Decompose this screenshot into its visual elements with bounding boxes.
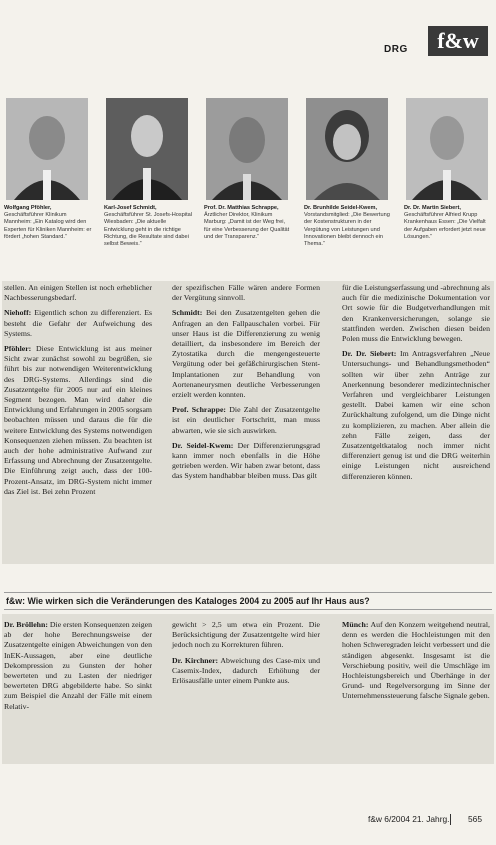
issue-label: f&w 6/2004 21. Jahrg. (368, 814, 450, 824)
answer-paragraph: Dr. Kirchner: Abweichung des Case-mix und Casemix-Index, dadurch Erhöhung der Erlösausfälle unter einem Punkte aus. (172, 655, 320, 686)
interview-answers-upper (2, 281, 494, 564)
portrait-photo-5 (406, 98, 488, 200)
answer-paragraph: Dr. Dr. Siebert: Im Antragsverfahren „Neue Untersuchungs- und Behandlungsmethoden“ sollten wir über zehn Anträge zur Anerkennung besonderer medizintechnischer Verfahren und vergleichbarer Leistungen gestellt. Dabei kamen wir eine schon Zurückhaltung zufolgend, um die Dinge nicht zu komplizieren, zu machen. Aber allein die zehn Fälle zeigen, dass der Zusatzentgeltkatalog noch immer nicht differenziert genug ist und die DRG weiterhin einige Leistungen nicht ausreichend differenzieren können. (342, 349, 491, 481)
caption-5: Dr. Dr. Martin Siebert, Geschäftsführer Alfried Krupp Krankenhaus Essen: „Die Vielfalt der Aufgaben erfordert jetzt neue Lösungen.“ (404, 205, 486, 240)
answer-column-2 (172, 620, 320, 691)
speaker-name: Prof. Schrappe: (172, 405, 227, 415)
answer-paragraph: gewicht > 2,5 um etwa ein Prozent. Die Berücksichtigung der Zusatzentgelte wird hier jedoch noch zu Korrekturen führen. (172, 620, 320, 650)
fw-logo: f&w (428, 26, 488, 56)
page-number: 565 (468, 814, 482, 824)
speaker-name: Dr. Kirchner: (172, 655, 219, 665)
portrait-photo-2 (106, 98, 188, 200)
answer-paragraph: Prof. Schrappe: Die Zahl der Zusatzentgelte ist ein deutlicher Fortschritt, man muss abwarten, wie sie sich auswirken. (172, 405, 321, 435)
answer-paragraph: stellen. An einigen Stellen ist noch erheblicher Nachbesserungsbedarf. (4, 283, 152, 303)
speaker-name: Dr. Bröllehn: (4, 620, 48, 629)
speaker-name: Schmidt: (172, 308, 203, 318)
footer-divider (450, 814, 451, 825)
page-header (0, 0, 496, 58)
portrait-captions (0, 205, 496, 265)
answer-column-3 (342, 620, 490, 707)
answer-paragraph: Pföhler: Diese Entwicklung ist aus meiner Sicht zwar zunächst sowohl zu begrüßen, sie führt bis zur notwendigen Weiterentwicklung des DRG-Systems. Allerdings sind die Zusatzentgelte für 2005 nur auf ein kleines Segment bezogen. Man wird daher die Entwicklung und Erfahrungen in 2005 sorgsam beobachten müssen und daraus die für die weitere Entwicklung des Systems notwendigen Konsequenzen ziehen müssen. Zu beachten ist auch der hohe administrative Aufwand zur Erfassung und Abrechnung der Zusatzentgelte. Die Einführung zeigt auch, dass der 100-Prozent-Ansatz, im DRG-System nicht immer das Ziel ist. Bei zehn Prozent (4, 344, 152, 496)
speaker-name: Münch: (342, 620, 369, 629)
caption-2: Karl-Josef Schmidt, Geschäftsführer St. Josefs-Hospital Wiesbaden: „Die aktuelle Entwicklung geht in die richtige Richtung, die Resultate sind dabei selbst Beweis.“ (104, 205, 192, 248)
page-footer (340, 814, 492, 828)
portrait-photo-3 (206, 98, 288, 200)
answer-column-2 (172, 283, 320, 487)
answer-paragraph: Münch: Auf den Konzern weitgehend neutral, denn es werden die Hochleistungen mit den hohen Schweregraden leicht verbessert und die ständigen abgesenkt. Insgesamt ist die Verschiebung positiv, weil die Umschläge im Hochleistungsbereich und Überhänge in der Grund- und Regelversorgung im Sinne der Unternehmenssteuerung falsche Signale geben. (342, 620, 490, 701)
answer-paragraph: Dr. Seidel-Kwem: Der Differenzierungsgrad kann immer noch ebenfalls in die Höhe getrieben werden. Wir haben zwar betont, dass das System handhabbar bleiben muss. Das gilt (172, 440, 321, 481)
caption-4: Dr. Brunhilde Seidel-Kwem, Vorstandsmitglied: „Die Bewertung der Kostenstrukturen in der Vergütung von Leistungen und Innovationen bleibt dennoch ein Thema.“ (304, 205, 390, 248)
answer-column-3 (342, 283, 490, 487)
portrait-photo-1 (6, 98, 88, 200)
answer-paragraph: der spezifischen Fälle wären andere Formen der Vergütung sinnvoll. (172, 283, 320, 303)
department-label: DRG (384, 44, 408, 55)
answer-column-1 (4, 620, 152, 717)
speaker-name: Pföhler: (4, 344, 32, 354)
answer-paragraph: für die Leistungserfassung und -abrechnung als auch für die medizinische Dokumentation vor Ort sowie für die Budgetverhandlungen mit den Krankenversicherungen, solange sie stattfinden werden. Zwischen diesen beiden Polen muss die Entwicklung bewegen. (342, 283, 490, 344)
portrait-row (0, 98, 496, 201)
answer-paragraph: Schmidt: Bei den Zusatzentgelten gehen die Anfragen an den Fallpauschalen vorbei. Für unser Haus ist die Differenzierung zu wenig detailliert, da insbesondere im Bereich der Zytostatika durch die mengengesteuerte Vergütung oder bei gefäßchirurgischen Stent-Implantationen zur Behandlung von Aortenaneurysmen deutliche Verbesserungen erzielt werden konnten. (172, 308, 320, 400)
answer-paragraph: Dr. Bröllehn: Die ersten Konsequenzen zeigen ab der hohe Berechnungsweise der Zusatzentgelte einigen Abweichungen von den InEK-Aussagen, aber eine deutliche Dekompression zu Gunsten der hoher bewerteten und zu Lasten der niedriger bewerteten DRG abgebilderte habe. So sinkt zum Beispiel die Anzahl der Fälle mit einem Relativ- (4, 620, 152, 711)
answer-column-1 (4, 283, 152, 502)
speaker-name: Niehoff: (4, 308, 32, 318)
interview-answers-lower (2, 614, 494, 764)
caption-1: Wolfgang Pföhler, Geschäftsführer Klinikum Mannheim: „Ein Katalog wird den Experten für Kliniken Mannheim: er fördert „hohen Standard.“ (4, 205, 92, 240)
interview-question: f&w: Wie wirken sich die Veränderungen des Kataloges 2004 zu 2005 auf Ihr Haus aus? (4, 592, 492, 610)
caption-3: Prof. Dr. Matthias Schrappe, Ärztlicher Direktor, Klinikum Marburg: „Damit ist der Weg frei, für eine Verbesserung der Qualität und der Transparenz.“ (204, 205, 290, 240)
speaker-name: Dr. Seidel-Kwem: (172, 440, 234, 450)
speaker-name: Dr. Dr. Siebert: (342, 349, 397, 359)
portrait-photo-4 (306, 98, 388, 200)
answer-paragraph: Niehoff: Eigentlich schon zu differenziert. Es besteht die Gefahr der Aufweichung des Systems. (4, 308, 152, 338)
